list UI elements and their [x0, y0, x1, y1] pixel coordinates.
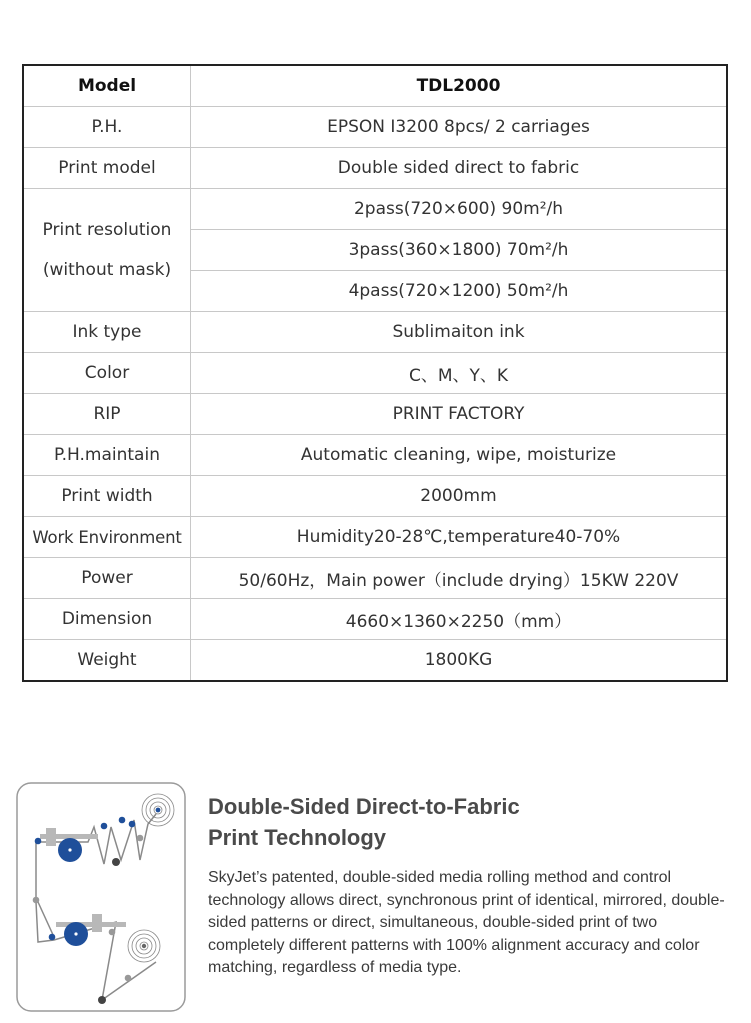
spec-value: Automatic cleaning, wipe, moisturize	[191, 435, 728, 476]
spec-label: Ink type	[23, 312, 191, 353]
spec-value: EPSON I3200 8pcs/ 2 carriages	[191, 107, 728, 148]
spec-row-ink-type	[23, 312, 727, 353]
spec-row-ph	[23, 107, 727, 148]
spec-row-work-environment	[23, 517, 727, 558]
spec-label: Dimension	[23, 599, 191, 640]
lower-carriage	[92, 914, 102, 932]
feature-title-line: Double-Sided Direct-to-Fabric	[208, 794, 520, 819]
spec-label: Power	[23, 558, 191, 599]
spec-label: Color	[23, 353, 191, 394]
spec-label: RIP	[23, 394, 191, 435]
lower-rail	[56, 922, 126, 927]
spec-value: Sublimaiton ink	[191, 312, 728, 353]
diagram-frame	[17, 783, 185, 1011]
roller	[35, 838, 42, 845]
roller	[109, 929, 116, 936]
media-path-diagram	[16, 782, 186, 1012]
roller	[119, 817, 126, 824]
spec-label: Print width	[23, 476, 191, 517]
spec-value: 2pass(720×600) 90m²/h	[191, 189, 728, 230]
spec-label: P.H.maintain	[23, 435, 191, 476]
spec-header-label: Model	[23, 65, 191, 107]
roller	[137, 835, 144, 842]
roller	[49, 934, 56, 941]
spec-value: PRINT FACTORY	[191, 394, 728, 435]
spec-label: Weight	[23, 640, 191, 682]
spec-row-color	[23, 353, 727, 394]
roller	[98, 996, 106, 1004]
roller	[125, 975, 132, 982]
spec-row-rip	[23, 394, 727, 435]
feature-description: SkyJet’s patented, double-sided media rolling method and control technology allows direct, synchronous print of identical, mirrored, double-sided patterns or direct, simultaneous, double-sided print of two completely different patterns with 100% alignment accuracy and color matching, regardless of media type.	[208, 869, 725, 976]
spec-row-print-model	[23, 148, 727, 189]
spec-value: 2000mm	[191, 476, 728, 517]
spec-value: Humidity20-28℃,temperature40-70%	[191, 517, 728, 558]
spec-header-row	[23, 65, 727, 107]
spec-row-dimension	[23, 599, 727, 640]
roller	[112, 858, 120, 866]
spec-value: C、M、Y、K	[191, 353, 728, 394]
spec-row-weight	[23, 640, 727, 682]
spec-label: P.H.	[23, 107, 191, 148]
spec-value: Double sided direct to fabric	[191, 148, 728, 189]
spec-value: 1800KG	[191, 640, 728, 682]
roller	[33, 897, 40, 904]
spec-value: 4660×1360×2250（mm）	[191, 599, 728, 640]
spec-label-line: (without mask)	[42, 260, 172, 280]
roller	[101, 823, 108, 830]
spec-row-print-resolution	[23, 189, 727, 230]
feature-title-line: Print Technology	[208, 825, 387, 850]
spec-label-print-resolution	[23, 189, 191, 312]
spec-table	[22, 64, 728, 682]
spec-value: 50/60Hz，Main power（include drying）15KW 220V	[191, 558, 728, 599]
spec-row-print-width	[23, 476, 727, 517]
spec-row-power	[23, 558, 727, 599]
upper-carriage	[46, 828, 56, 846]
spec-label: Work Environment	[23, 517, 191, 558]
roller	[129, 821, 136, 828]
spec-label-line: Print resolution	[42, 220, 172, 240]
spec-header-value: TDL2000	[191, 65, 728, 107]
feature-title	[208, 791, 520, 853]
spec-value: 4pass(720×1200) 50m²/h	[191, 271, 728, 312]
spec-value: 3pass(360×1800) 70m²/h	[191, 230, 728, 271]
spec-row-ph-maintain	[23, 435, 727, 476]
spec-label: Print model	[23, 148, 191, 189]
